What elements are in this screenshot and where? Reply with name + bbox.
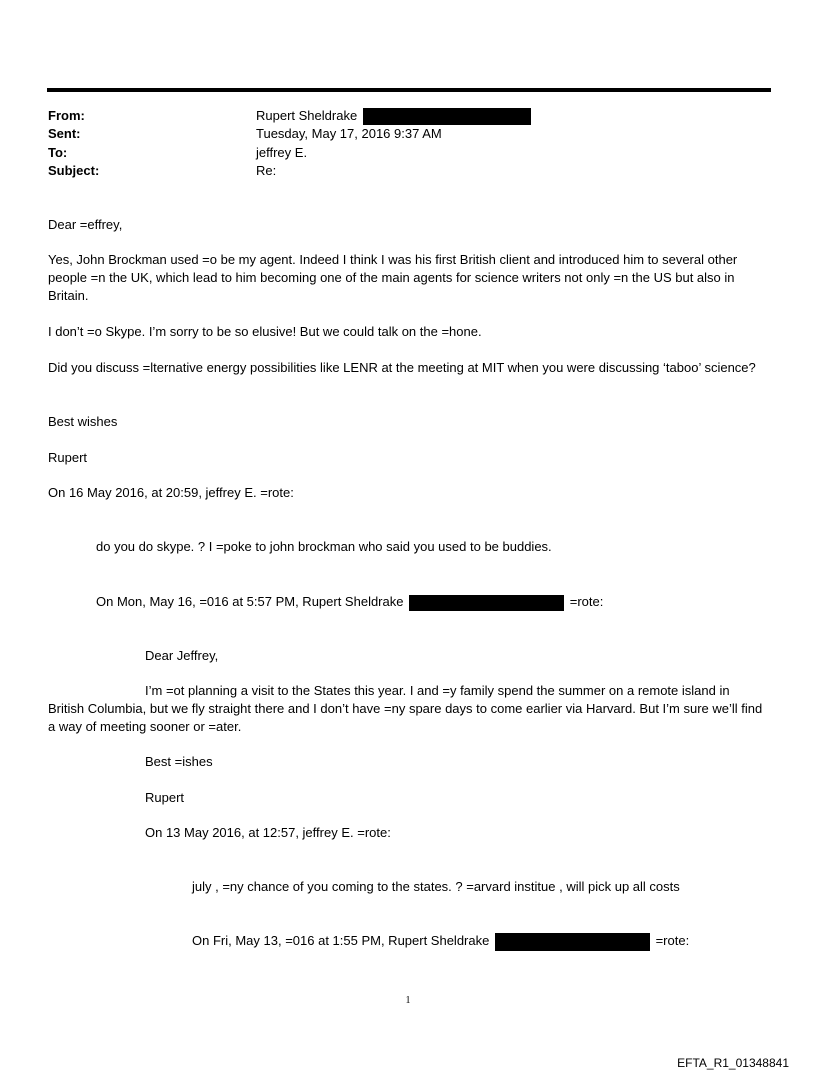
quote2-paragraph-rest: British Columbia, but we fly straight there and I don’t have =ny spare days to come earlier via Harvard. But I’m sure we’ll find a way of meeting sooner or =ater. [48, 701, 763, 734]
quote2-paragraph-line1: I’m =ot planning a visit to the States this year. I and =y family spend the summer on a remote island in [145, 683, 730, 698]
paragraph-2: I don’t =o Skype. I’m sorry to be so elusive! But we could talk on the =hone. [48, 324, 482, 339]
quote2-header [96, 593, 770, 611]
subject-value: Re: [256, 163, 277, 178]
quote4-header-sender: On Fri, May 13, =016 at 1:55 PM, Rupert Sheldrake [192, 933, 490, 948]
redaction-box [363, 108, 531, 125]
document-id: EFTA_R1_01348841 [677, 1056, 789, 1070]
sent-value: Tuesday, May 17, 2016 9:37 AM [256, 126, 442, 141]
redaction-box [495, 933, 650, 951]
paragraph-3: Did you discuss =lternative energy possibilities like LENR at the meeting at MIT when you were discussing ‘taboo’ science? [48, 360, 756, 375]
quote3-text: july , =ny chance of you coming to the states. ? =arvard institue , will pick up all costs [192, 879, 680, 894]
page-number: 1 [405, 995, 411, 1006]
quote4-header-wrote: =rote: [655, 933, 690, 948]
quote2-greeting: Dear Jeffrey, [145, 648, 219, 663]
quote2-header-sender: On Mon, May 16, =016 at 5:57 PM, Rupert Sheldrake [96, 594, 404, 609]
sent-label: Sent: [48, 126, 81, 141]
from-value [256, 107, 531, 125]
paragraph-1: Yes, John Brockman used =o be my agent. Indeed I think I was his first British client and introduced him to several other people =n the UK, which lead to him becoming one of the main agents for science writers not only =n the US but also in Britain. [48, 252, 738, 303]
from-label: From: [48, 108, 85, 123]
header-rule [47, 88, 771, 92]
quote2-signature: Rupert [145, 790, 185, 805]
signature: Rupert [48, 450, 88, 465]
to-value: jeffrey E. [256, 145, 308, 160]
quote4-header [192, 932, 770, 951]
redaction-box [409, 595, 564, 611]
quote2-signoff: Best =ishes [145, 754, 213, 769]
quote1-text: do you do skype. ? I =poke to john brockman who said you used to be buddies. [96, 539, 552, 554]
subject-label: Subject: [48, 163, 100, 178]
greeting: Dear =effrey, [48, 217, 123, 232]
quote2-header-wrote: =rote: [569, 594, 604, 609]
quote3-header: On 13 May 2016, at 12:57, jeffrey E. =rote: [145, 825, 391, 840]
from-name: Rupert Sheldrake [256, 108, 358, 123]
quote1-header: On 16 May 2016, at 20:59, jeffrey E. =rote: [48, 485, 294, 500]
to-label: To: [48, 145, 68, 160]
signoff: Best wishes [48, 414, 118, 429]
